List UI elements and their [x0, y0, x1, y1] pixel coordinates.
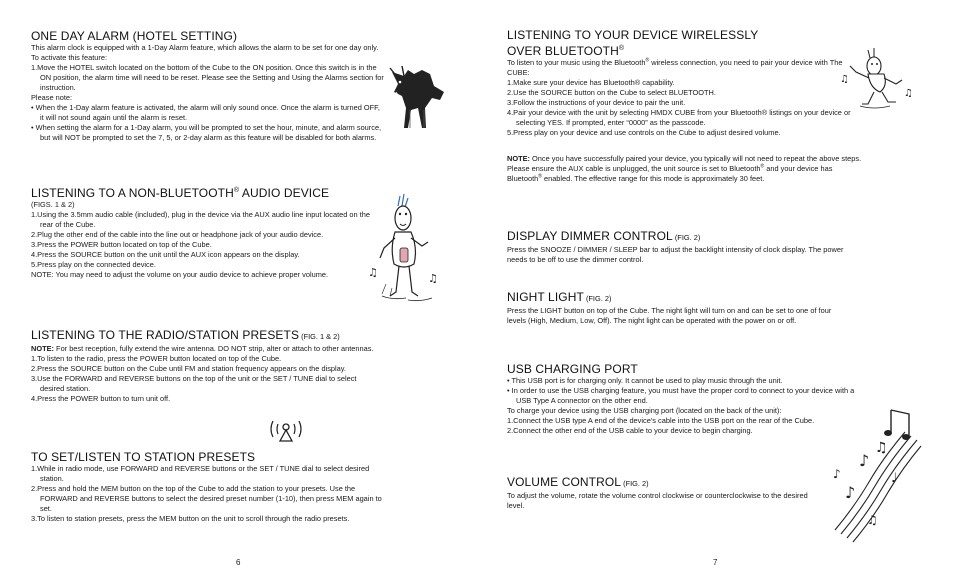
one-day-alarm-step-1: 1.Move the HOTEL switch located on the bottom of the Cube to the ON position. Once this switch is in the ON position, the alarm time will need to be reset. Please see the Setting and Using the Alarms section for instruction. — [31, 63, 384, 92]
svg-text:♫: ♫ — [904, 88, 913, 99]
one-day-alarm-heading: ONE DAY ALARM (HOTEL SETTING) — [31, 29, 238, 43]
dancing-creature-icon — [840, 44, 920, 110]
page-number-6: 6 — [236, 558, 241, 567]
presets-step: 3.To listen to station presets, press the MEM button on the unit to scroll through the radio presets. — [31, 514, 350, 523]
music-notes-swirl-icon — [831, 406, 923, 544]
aux-heading — [31, 186, 385, 200]
bluetooth-heading-main: OVER BLUETOOTH — [507, 44, 619, 58]
svg-text:♪: ♪ — [859, 451, 870, 470]
bluetooth-step: 5.Press play on your device and use controls on the Cube to adjust desired volume. — [507, 128, 781, 137]
one-day-alarm-bullet-2: • When setting the alarm for a 1-Day alarm, you will be prompted to set the hour, minute, and alarm source, but will NOT be prompted to set the 7, 5, or 2-day alarm as this feature will be disabled for both alarms. — [31, 123, 382, 142]
radio-note-label: NOTE: — [31, 344, 54, 353]
radio-step: 4.Press the POWER button to turn unit off. — [31, 394, 171, 403]
nightlight-text: Press the LIGHT button on top of the Cube. The night light will turn on and can be set to one of four levels (High, Medium, Low, Off). The night light can be operated with the power on or off. — [507, 306, 832, 325]
bluetooth-intro-b: wireless connection, you need to pair your device with The CUBE: — [507, 58, 843, 77]
bluetooth-step — [507, 78, 862, 88]
aux-figs: (FIGS. 1 & 2) — [31, 200, 75, 209]
dancing-figure-icon — [362, 192, 446, 310]
dimmer-heading — [507, 229, 847, 245]
usb-step: 2.Connect the other end of the USB cable to your device to begin charging. — [507, 426, 753, 435]
radio-step: 3.Use the FORWARD and REVERSE buttons on the top of the unit or the SET / TUNE dial to select desired station. — [31, 374, 357, 393]
aux-step: 5.Press play on the connected device. — [31, 260, 156, 269]
bluetooth-step-1a: 1.Make sure your device has Bluetooth — [507, 78, 635, 87]
wolf-sketch-icon — [384, 62, 446, 136]
aux-section — [31, 186, 385, 280]
bluetooth-section — [507, 28, 862, 184]
volume-text: To adjust the volume, rotate the volume control clockwise or counterclockwise to the desired level. — [507, 491, 808, 510]
presets-step: 1.While in radio mode, use FORWARD and REVERSE buttons or the SET / TUNE dial to select desired station. — [31, 464, 370, 483]
presets-step: 2.Press and hold the MEM button on the top of the Cube to add the station to your presets. Use the FORWARD and REVERSE buttons to select the desired preset number (1-10), then press MEM again to set. — [31, 484, 382, 513]
volume-heading-main: VOLUME CONTROL — [507, 475, 622, 489]
aux-heading-main: LISTENING TO A NON-BLUETOOTH — [31, 186, 234, 200]
aux-step: 3.Press the POWER button located on top of the Cube. — [31, 240, 212, 249]
bluetooth-step-4b: listings on your device or selecting YES. If prompted, enter “0000” as the passcode. — [516, 108, 851, 127]
radio-section — [31, 328, 381, 404]
bluetooth-intro-a: To listen to your music using the Bluetooth — [507, 58, 646, 67]
reg-mark: ® — [634, 78, 641, 87]
one-day-alarm-note-label: Please note: — [31, 93, 73, 102]
usb-intro: To charge your device using the USB charging port (located on the back of the unit): — [507, 406, 782, 415]
aux-steps — [31, 210, 385, 280]
bluetooth-note-b: and your device has Bluetooth — [507, 164, 833, 183]
right-page — [477, 0, 954, 588]
bluetooth-note-a: Once you have successfully paired your device, you typically will not need to repeat the above steps. Please ensure the AUX cable is unplugged, the unit source is set to Bluetooth — [507, 154, 862, 173]
aux-step: 4.Press the SOURCE button on the unit until the AUX icon appears on the display. — [31, 250, 300, 259]
aux-step: 2.Plug the other end of the cable into the line out or headphone jack of your audio device. — [31, 230, 324, 239]
radio-step: 1.To listen to the radio, press the POWER button located on top of the Cube. — [31, 354, 282, 363]
bluetooth-intro — [507, 58, 862, 78]
bluetooth-step: 3.Follow the instructions of your device to pair the unit. — [507, 98, 686, 107]
svg-text:♫: ♫ — [840, 74, 849, 85]
svg-text:♫: ♫ — [867, 513, 878, 527]
bluetooth-heading-reg: ® — [618, 45, 625, 52]
bluetooth-step: 2.Use the SOURCE button on the Cube to select BLUETOOTH. — [507, 88, 716, 97]
radio-step: 2.Press the SOURCE button on the Cube until FM and station frequency appears on the display. — [31, 364, 346, 373]
svg-text:♫: ♫ — [428, 272, 438, 285]
volume-heading-fig: (FIG. 2) — [621, 479, 649, 488]
page-number-7: 7 — [713, 558, 718, 567]
dimmer-heading-main: DISPLAY DIMMER CONTROL — [507, 229, 673, 243]
usb-section — [507, 362, 862, 436]
radio-note-text: For best reception, fully extend the wire antenna. DO NOT strip, alter or attach to other antennas. — [54, 344, 374, 353]
usb-step: 1.Connect the USB type A end of the device’s cable into the USB port on the rear of the Cube. — [507, 416, 815, 425]
aux-heading-reg: ® — [233, 187, 240, 194]
radio-heading-main: LISTENING TO THE RADIO/STATION PRESETS — [31, 328, 300, 342]
usb-bullet: • This USB port is for charging only. It cannot be used to play music through the unit. — [507, 376, 783, 385]
radio-heading — [31, 328, 381, 344]
one-day-alarm-section — [31, 29, 385, 143]
nightlight-heading-fig: (FIG. 2) — [583, 294, 612, 303]
radio-heading-fig: (FIG. 1 & 2) — [299, 332, 340, 341]
nightlight-section — [507, 290, 852, 326]
reg-mark: ® — [761, 108, 768, 117]
svg-text:♫: ♫ — [875, 440, 888, 456]
radio-antenna-icon — [263, 413, 309, 445]
bluetooth-note-label: NOTE: — [507, 154, 530, 163]
bluetooth-steps — [507, 78, 862, 138]
svg-text:♫: ♫ — [368, 266, 378, 279]
reg-mark: ® — [760, 163, 765, 170]
dimmer-heading-fig: (FIG. 2) — [672, 233, 701, 242]
dimmer-section — [507, 229, 847, 265]
aux-heading-rest: AUDIO DEVICE — [239, 186, 330, 200]
svg-text:♩: ♩ — [891, 471, 898, 486]
volume-section — [507, 475, 825, 511]
presets-steps — [31, 464, 385, 524]
nightlight-heading-main: NIGHT LIGHT — [507, 290, 584, 304]
bluetooth-step-1b: capability. — [640, 78, 675, 87]
presets-section — [31, 450, 385, 524]
bluetooth-heading-line-1: LISTENING TO YOUR DEVICE WIRELESSLY — [507, 28, 759, 42]
svg-text:♪: ♪ — [833, 467, 841, 481]
usb-heading: USB CHARGING PORT — [507, 362, 638, 376]
presets-heading: TO SET/LISTEN TO STATION PRESETS — [31, 450, 256, 464]
usb-bullet: • In order to use the USB charging feature, you must have the proper cord to connect to your device with a USB Type A connector on the other end. — [507, 386, 855, 405]
usb-steps — [507, 416, 862, 436]
aux-step: 1.Using the 3.5mm audio cable (included), plug in the device via the AUX audio line input located on the rear of the Cube. — [31, 210, 370, 229]
reg-mark: ® — [645, 57, 650, 64]
bluetooth-step — [507, 108, 862, 128]
bluetooth-note — [507, 154, 862, 184]
usb-bullets — [507, 376, 862, 406]
radio-note — [31, 344, 381, 354]
bluetooth-heading-line-2 — [507, 44, 862, 58]
dimmer-text: Press the SNOOZE / DIMMER / SLEEP bar to adjust the backlight intensity of clock display. The power needs to be off to use the dimmer control. — [507, 245, 844, 264]
reg-mark: ® — [538, 173, 542, 180]
bluetooth-note-c: enabled. The effective range for this mode is approximately 30 feet. — [541, 174, 765, 183]
nightlight-heading — [507, 290, 852, 306]
radio-steps — [31, 354, 381, 404]
one-day-alarm-intro: This alarm clock is equipped with a 1-Day Alarm feature, which allows the alarm to be set for one day only. To activate this feature: — [31, 43, 379, 62]
bluetooth-step-4a: 4.Pair your device with the unit by selecting HMDX CUBE from your Bluetooth — [507, 108, 762, 117]
svg-text:♪: ♪ — [845, 483, 856, 502]
volume-heading — [507, 475, 825, 491]
one-day-alarm-bullet-1: • When the 1-Day alarm feature is activated, the alarm will only sound once. Once the alarm is turned OFF, it will not sound again until the alarm is reset. — [31, 103, 380, 122]
aux-note: NOTE: You may need to adjust the volume on your audio device to achieve proper volume. — [31, 270, 329, 279]
